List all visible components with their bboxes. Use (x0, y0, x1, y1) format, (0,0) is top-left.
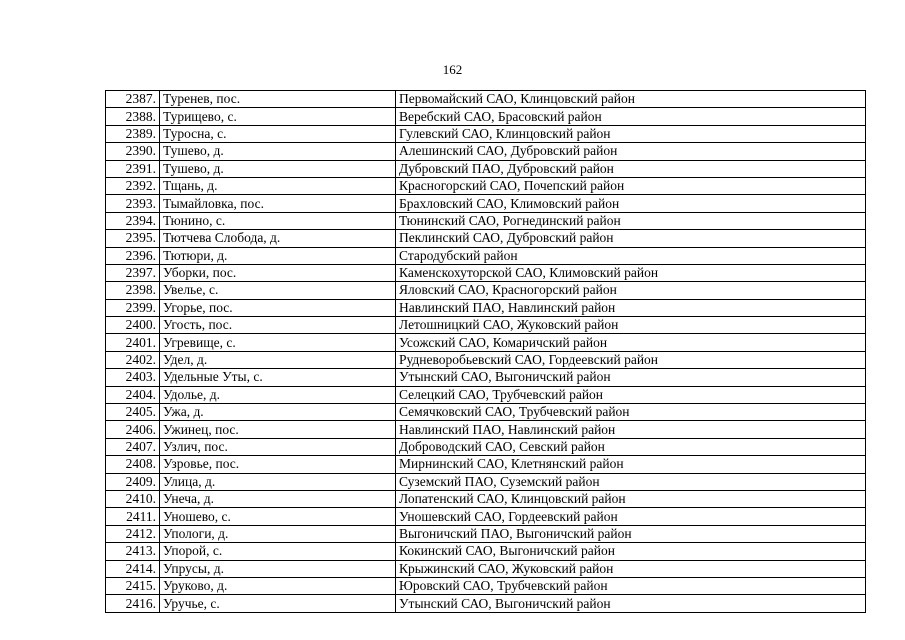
administrative-unit: Брахловский САО, Климовский район (396, 195, 866, 212)
table-row (106, 282, 866, 299)
page-number: 162 (442, 62, 463, 77)
administrative-unit: Рудневоробьевский САО, Гордеевский район (396, 351, 866, 368)
settlement-name: Упрусы, д. (160, 560, 396, 577)
row-number: 2399. (106, 299, 160, 316)
row-number: 2398. (106, 282, 160, 299)
table-row (106, 230, 866, 247)
settlement-name: Уручье, с. (160, 595, 396, 612)
table-row (106, 525, 866, 542)
settlement-name: Тушево, д. (160, 160, 396, 177)
table-row (106, 334, 866, 351)
administrative-unit: Первомайский САО, Клинцовский район (396, 91, 866, 108)
table-row (106, 456, 866, 473)
row-number: 2387. (106, 91, 160, 108)
table-row (106, 299, 866, 316)
row-number: 2394. (106, 212, 160, 229)
settlement-name: Тютюри, д. (160, 247, 396, 264)
table-row (106, 490, 866, 507)
table-row (106, 195, 866, 212)
settlement-name: Уруково, д. (160, 577, 396, 594)
administrative-unit: Пеклинский САО, Дубровский район (396, 230, 866, 247)
table-row (106, 438, 866, 455)
table-row (106, 351, 866, 368)
administrative-unit: Утынский САО, Выгоничский район (396, 595, 866, 612)
settlement-name: Удолье, д. (160, 386, 396, 403)
table-row (106, 160, 866, 177)
administrative-unit: Выгоничский ПАО, Выгоничский район (396, 525, 866, 542)
administrative-unit: Уношевский САО, Гордеевский район (396, 508, 866, 525)
table-row (106, 143, 866, 160)
administrative-unit: Мирнинский САО, Клетнянский район (396, 456, 866, 473)
settlement-name: Туросна, с. (160, 125, 396, 142)
table-row (106, 108, 866, 125)
table-row (106, 386, 866, 403)
table-row (106, 317, 866, 334)
table-row (106, 91, 866, 108)
settlement-name: Турищево, с. (160, 108, 396, 125)
table-row (106, 369, 866, 386)
administrative-unit: Дубровский ПАО, Дубровский район (396, 160, 866, 177)
administrative-unit: Навлинский ПАО, Навлинский район (396, 421, 866, 438)
administrative-unit: Доброводский САО, Севский район (396, 438, 866, 455)
row-number: 2391. (106, 160, 160, 177)
row-number: 2390. (106, 143, 160, 160)
settlement-name: Угревище, с. (160, 334, 396, 351)
row-number: 2388. (106, 108, 160, 125)
table-row (106, 264, 866, 281)
administrative-unit: Усожский САО, Комаричский район (396, 334, 866, 351)
administrative-unit: Алешинский САО, Дубровский район (396, 143, 866, 160)
row-number: 2408. (106, 456, 160, 473)
settlement-name: Унеча, д. (160, 490, 396, 507)
table-row (106, 404, 866, 421)
settlement-name: Ужинец, пос. (160, 421, 396, 438)
administrative-unit: Селецкий САО, Трубчевский район (396, 386, 866, 403)
administrative-unit: Тюнинский САО, Рогнединский район (396, 212, 866, 229)
row-number: 2411. (106, 508, 160, 525)
settlement-name: Тушево, д. (160, 143, 396, 160)
table-row (106, 421, 866, 438)
row-number: 2416. (106, 595, 160, 612)
row-number: 2402. (106, 351, 160, 368)
settlement-name: Тюнино, с. (160, 212, 396, 229)
administrative-unit: Суземский ПАО, Суземский район (396, 473, 866, 490)
settlement-name: Узровье, пос. (160, 456, 396, 473)
row-number: 2409. (106, 473, 160, 490)
settlement-name: Упорой, с. (160, 543, 396, 560)
row-number: 2397. (106, 264, 160, 281)
administrative-unit: Стародубский район (396, 247, 866, 264)
settlement-name: Уношево, с. (160, 508, 396, 525)
table-row (106, 560, 866, 577)
settlement-name: Узлич, пос. (160, 438, 396, 455)
table-row (106, 125, 866, 142)
administrative-unit: Навлинский ПАО, Навлинский район (396, 299, 866, 316)
settlement-name: Угорье, пос. (160, 299, 396, 316)
settlement-name: Уборки, пос. (160, 264, 396, 281)
settlement-name: Улица, д. (160, 473, 396, 490)
settlement-name: Увелье, с. (160, 282, 396, 299)
administrative-unit: Утынский САО, Выгоничский район (396, 369, 866, 386)
row-number: 2400. (106, 317, 160, 334)
row-number: 2405. (106, 404, 160, 421)
settlement-name: Тютчева Слобода, д. (160, 230, 396, 247)
administrative-unit: Кокинский САО, Выгоничский район (396, 543, 866, 560)
row-number: 2396. (106, 247, 160, 264)
administrative-unit: Лопатенский САО, Клинцовский район (396, 490, 866, 507)
settlement-name: Угость, пос. (160, 317, 396, 334)
administrative-unit: Красногорский САО, Почепский район (396, 177, 866, 194)
administrative-unit: Яловский САО, Красногорский район (396, 282, 866, 299)
row-number: 2404. (106, 386, 160, 403)
row-number: 2413. (106, 543, 160, 560)
row-number: 2392. (106, 177, 160, 194)
administrative-unit: Веребский САО, Брасовский район (396, 108, 866, 125)
settlement-name: Ужа, д. (160, 404, 396, 421)
administrative-unit: Гулевский САО, Клинцовский район (396, 125, 866, 142)
settlements-table (105, 90, 866, 613)
settlement-name: Упологи, д. (160, 525, 396, 542)
table-row (106, 508, 866, 525)
administrative-unit: Каменскохуторской САО, Климовский район (396, 264, 866, 281)
row-number: 2401. (106, 334, 160, 351)
table-row (106, 247, 866, 264)
table-row (106, 543, 866, 560)
settlement-name: Удел, д. (160, 351, 396, 368)
administrative-unit: Летошницкий САО, Жуковский район (396, 317, 866, 334)
table-row (106, 473, 866, 490)
row-number: 2393. (106, 195, 160, 212)
administrative-unit: Юровский САО, Трубчевский район (396, 577, 866, 594)
settlement-name: Удельные Уты, с. (160, 369, 396, 386)
administrative-unit: Крыжинский САО, Жуковский район (396, 560, 866, 577)
row-number: 2412. (106, 525, 160, 542)
row-number: 2410. (106, 490, 160, 507)
table-row (106, 595, 866, 612)
settlement-name: Тымайловка, пос. (160, 195, 396, 212)
row-number: 2403. (106, 369, 160, 386)
row-number: 2395. (106, 230, 160, 247)
settlements-table-body (106, 91, 866, 613)
row-number: 2414. (106, 560, 160, 577)
settlement-name: Туренев, пос. (160, 91, 396, 108)
table-row (106, 177, 866, 194)
settlement-name: Тщань, д. (160, 177, 396, 194)
row-number: 2389. (106, 125, 160, 142)
table-row (106, 577, 866, 594)
row-number: 2415. (106, 577, 160, 594)
administrative-unit: Семячковский САО, Трубчевский район (396, 404, 866, 421)
row-number: 2407. (106, 438, 160, 455)
row-number: 2406. (106, 421, 160, 438)
table-row (106, 212, 866, 229)
